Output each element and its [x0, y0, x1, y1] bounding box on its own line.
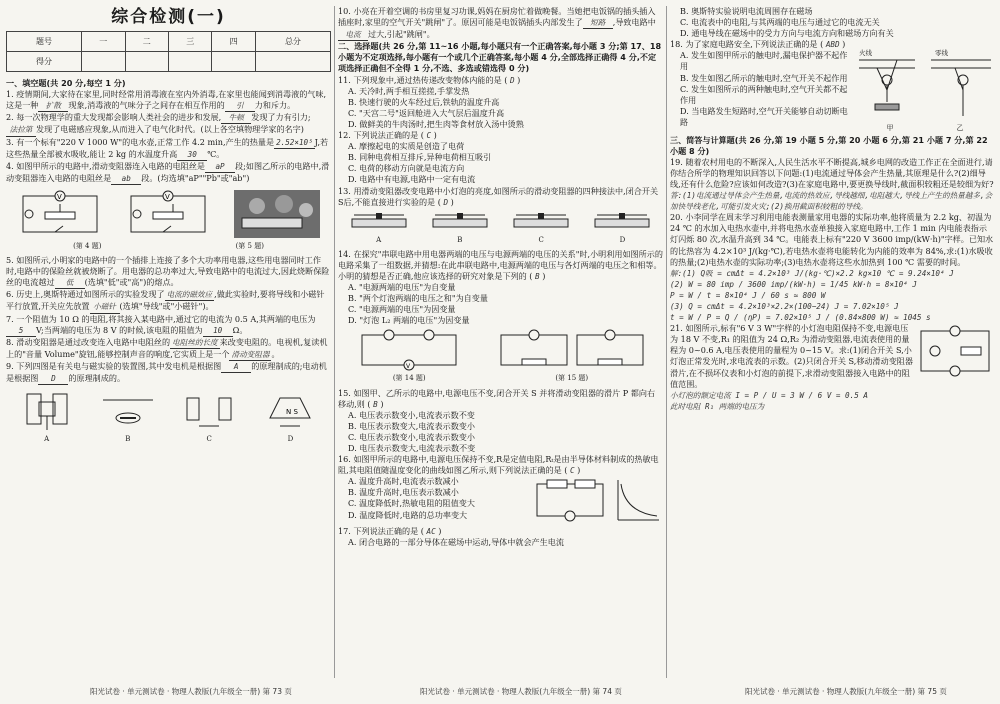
question-16-body: [338, 476, 663, 526]
answer-blank: 小磁针: [90, 301, 120, 313]
answer-blank: 10: [203, 325, 233, 337]
svg-text:V: V: [406, 363, 411, 371]
series-circuit-icon: [354, 329, 464, 373]
figure-14-15: V (第 14 题) (第 15 题): [338, 329, 663, 384]
answer-choice: C: [570, 466, 575, 476]
question-21: 21. 如图所示,标有"6 V 3 W"字样的小灯泡电阻保持不变,电源电压为 18 V 不变,R₁ 的阻值为 24 Ω,R₂ 为滑动变阻器,电流表使用的量程为 0~0.6 A,电压表使用的量程为 0~15 V。求:(1)闭合开关 S,小灯泡正常发光时,求电流表的示数。(2)只闭合开关 S,移动滑动变阻器滑片,在不损坏仪表和小灯泡的前提下,求滑动变阻器接入电路中的阻值范围。: [670, 323, 913, 389]
figure-captions: [6, 241, 331, 252]
electric-shock-icon: [855, 50, 995, 120]
generator-diagram-icon: [17, 388, 77, 434]
answer-blank: 滑动变阻器: [229, 349, 271, 361]
score-cell: 题号: [7, 32, 82, 52]
answer-blank: A: [221, 361, 251, 373]
option: A. 发生如图甲所示的触电时,漏电保护器不起作用: [680, 50, 848, 72]
figure-9-option: A: [17, 388, 77, 445]
score-cell: [82, 52, 125, 72]
circuit-diagram-icon: [15, 188, 105, 240]
handwritten-answer: 答:(1)电流通过导体会产生热量,电流的热效应,导线越细,电阻越大,导线上产生的热量越多,会加快导线老化,可能引发火灾;(2)换用截面积较粗的导线。: [670, 191, 993, 212]
option: D. 当电路发生短路时,空气开关能够自动切断电路: [680, 105, 848, 127]
option: B. 同种电荷相互排斥,异种电荷相互吸引: [348, 152, 492, 163]
option: D. 温度降低时,电路的总功率变大: [348, 509, 468, 520]
answer-choice: C: [426, 131, 432, 141]
option: B. 电压表示数变大,电流表示数变小: [348, 420, 475, 431]
question-8: 8. 滑动变阻器是通过改变连入电路中电阻丝的 电阻丝的长度 来改变电阻的。电视机,复读机上的"音量 Volume"旋钮,能够控制声音的响度,它实质上是一个 滑动变阻器 。: [6, 337, 331, 361]
section-3-heading: 三、简答与计算题(共 26 分,第 19 小题 5 分,第 20 小题 6 分,第 21 小题 7 分,第 22 小题 8 分): [670, 134, 988, 156]
answer-blank: aP: [205, 161, 235, 173]
rheostat-icon: [591, 211, 653, 235]
live-wire-label: 火线: [859, 49, 872, 58]
question-14: 14. 在探究"串联电路中用电器两端的电压与电源两端的电压的关系"时,小明利用如图所示的电路采集了一组数据,并猜想:在此串联电路中,电源两端的电压与各灯两端的电压之和相等。小明的猜想是否正确,他应该选择的研究对象是下列的 ( B ): [338, 248, 663, 281]
compass-wire-icon: [98, 388, 158, 434]
question-10: 10. 小亮在开着空调的书房里复习功课,妈妈在厨房忙着做晚餐。当她把电饭锅的插头插入插座时,家里的空气开关"跳闸"了。原因可能是电饭锅插头内部发生了 短路 ,导致电路中电流 过大,引起"跳闸"。: [338, 6, 663, 41]
option: D. 电压表示数变大,电流表示数不变: [348, 443, 476, 453]
option: A. 温度升高时,电流表示数减小: [348, 476, 459, 487]
handwritten-answer: P = W / t = 8×10⁴ J / 60 s ≈ 800 W: [670, 290, 826, 300]
page-footer: 阳光试卷 · 单元测试卷 · 物理人教版(九年级全一册) 第 74 页: [420, 687, 622, 696]
rheostat-icon: [348, 211, 410, 235]
answer-blank: 5: [6, 325, 36, 337]
column-2: [338, 6, 663, 678]
handwritten-answer: (3) Q = cmΔt = 4.2×10³×2.2×(100−24) J = 7.02×10⁵ J: [670, 301, 899, 311]
answer-blank: 低: [55, 277, 85, 289]
column-1: [6, 6, 331, 678]
option: B. 快速行驶的火车经过后,铁轨的温度升高: [348, 96, 500, 107]
question-18-body: [670, 50, 995, 134]
answer-blank: 短路: [583, 17, 613, 29]
question-12: 12. 下列说法正确的是 ( C ): [338, 130, 437, 141]
answer-choice: B: [373, 399, 378, 409]
circuit-diagram-icon: [123, 188, 213, 240]
page-footer: 阳光试卷 · 单元测试卷 · 物理人教版(九年级全一册) 第 73 页: [90, 687, 292, 696]
answer-blank: 30: [177, 149, 207, 161]
question-11: 11. 下列现象中,通过热传递改变物体内能的是 ( D ): [338, 74, 521, 85]
score-cell: [125, 52, 168, 72]
option: C. 发生如图所示的两种触电时,空气开关都不起作用: [680, 83, 848, 105]
power-strip-photo-icon: [232, 188, 322, 240]
answer-choice: D: [510, 75, 515, 85]
handwritten-answer: 此时电阻 R₁ 两端的电压为: [670, 401, 765, 411]
section-1-heading: 一、填空题(共 20 分,每空 1 分): [6, 78, 126, 89]
score-cell: [255, 52, 330, 72]
handwritten-answer: (2) W = 80 imp / 3600 imp/(kW·h) = 1/45 kW·h = 8×10⁴ J: [670, 279, 917, 289]
option: C. 电荷的移动方向就是电流方向: [348, 163, 465, 174]
svg-text:N S: N S: [286, 408, 299, 417]
question-17: 17. 下列说法正确的是 ( AC ): [338, 526, 442, 537]
question-4: 4. 如图甲所示的电路中,滑动变阻器连入电路的电阻丝是 aP 段;如图乙所示的电路中,滑动变阻器连入电路的电阻丝是 ab 段。(均选填"aP""Pb"或"ab"): [6, 161, 331, 185]
score-cell: [168, 52, 211, 72]
question-7: 7. 一个阻值为 10 Ω 的电阻,将其接入某电路中,通过它的电流为 0.5 A,其两端的电压为5 V;当两端的电压为 8 V 的时候,该电阻的阻值为 10 Ω。: [6, 314, 331, 337]
answer-choice: B: [535, 271, 540, 281]
neutral-wire-label: 零线: [935, 49, 948, 58]
answer-blank: 法拉第: [6, 124, 36, 136]
answer-blank: 牛顿: [221, 112, 251, 124]
figure-caption: 甲: [886, 124, 894, 133]
score-cell: [212, 52, 255, 72]
option: A. 摩擦起电的实质是创造了电荷: [348, 141, 465, 152]
option: C. "天宫二号"返回舱进入大气层后温度升高: [348, 107, 505, 118]
option: D. 做鲜美的牛肉汤时,把生肉等食材放入汤中烫熟: [348, 118, 524, 129]
figure-9: [6, 388, 331, 445]
option: B. 温度升高时,电压表示数减小: [348, 487, 459, 498]
figure-18: [855, 50, 995, 134]
figure-9-option: N S D: [260, 388, 320, 445]
answer-blank: 2.52×10⁵: [274, 137, 315, 149]
question-21-block: [670, 323, 995, 390]
page-title: 综合检测(一): [111, 7, 226, 27]
question-16: 16. 如图甲所示的电路中,电源电压保持不变,R是定值电阻,Rₜ是由半导体材料制成的热敏电阻,其电阻值随温度变化的曲线如图乙所示,则下列说法正确的是 ( C ): [338, 454, 659, 476]
answer-blank: 电阻丝的长度: [170, 337, 220, 349]
score-cell: 二: [125, 32, 168, 52]
question-18: 18. 为了家庭电路安全,下列说法正确的是 ( ABD ): [670, 39, 846, 50]
motor-diagram-icon: [260, 388, 320, 434]
question-13: 13. 用滑动变阻器改变电路中小灯泡的亮度,如图所示的滑动变阻器的四种接法中,闭合开关S后,不能直接进行实验的是 ( D ): [338, 185, 659, 207]
column-divider: [666, 6, 667, 678]
option: B. 奥斯特实验说明电流周围存在磁场: [680, 6, 813, 16]
answer-blank: 电流: [338, 29, 368, 41]
figure-caption: (第 4 题): [73, 241, 102, 250]
answer-blank: D: [38, 373, 68, 385]
lamp-circuit-icon: [915, 323, 995, 379]
handwritten-answer: 解:(1) Q吸 = cmΔt = 4.2×10³ J/(kg·℃)×2.2 kg×10 ℃ = 9.24×10⁴ J: [670, 268, 954, 278]
option: C. 电流表中的电阻,与其两端的电压与通过它的电流无关: [680, 17, 880, 28]
page-footer: 阳光试卷 · 单元测试卷 · 物理人教版(九年级全一册) 第 75 页: [745, 687, 947, 696]
option: B. "两个灯泡两端的电压之和"为自变量: [348, 293, 488, 304]
answer-blank: 扩散: [38, 100, 68, 112]
option: B. 发生如图乙所示的触电时,空气开关不起作用: [680, 72, 848, 83]
question-15: 15. 如图甲、乙所示的电路中,电源电压不变,闭合开关 S 并将滑动变阻器的滑片 P 都向右移动,则 ( B ): [338, 387, 656, 409]
question-20: 20. 小李同学在周末学习利用电能表测量家用电器的实际功率,他将质量为 2.2 kg、初温为 24 ℃ 的水加入电热水壶中,并将电热水壶单独接入家庭电路中,工作 1 min 内电能表指示灯闪烁 80 次,水温升高到 34 ℃。电能表上标有"220 V 3600 imp/(kW·h)"字样。已知水的比热容为 4.2×10³ J/(kg·℃),若电热水壶将电能转化为内能的效率为 84%,求:(1)水吸收的热量;(2)电热水壶的实际功率;(3)电热水壶将这些水加热到 100 ℃ 需要的时间。: [670, 212, 994, 267]
figure-9-option: C: [179, 388, 239, 445]
answer-choice: AC: [426, 527, 436, 537]
handwritten-answer: t = W / P = Q / (ηP) = 7.02×10⁵ J / (0.84×800 W) ≈ 1045 s: [670, 313, 931, 323]
option: C. 电压表示数变小,电流表示数变小: [348, 431, 475, 442]
question-9: 9. 下列四图是有关电与磁实验的装置图,其中发电机是根据图 A 的原理制成的;电动机是根据图 D 的原理制成的。: [6, 361, 331, 385]
svg-text:V: V: [57, 192, 62, 201]
figure-9-option: B: [98, 388, 158, 445]
option: A. "电源两端的电压"为自变量: [348, 282, 456, 293]
score-cell: 四: [212, 32, 255, 52]
option: D. 电路中有电源,电路中一定有电流: [348, 174, 476, 185]
answer-choice: D: [443, 197, 449, 207]
score-value-row: [7, 52, 331, 72]
option: C. 温度降低时,热敏电阻的阻值变大: [348, 498, 475, 509]
option: D. "灯泡 L₂ 两端的电压"为因变量: [348, 315, 470, 326]
score-cell: 得分: [7, 52, 82, 72]
option: A. 电压表示数变小,电流表示数不变: [348, 409, 475, 420]
score-cell: 总分: [255, 32, 330, 52]
answer-blank: 引: [225, 100, 255, 112]
figure-4-5: [6, 188, 331, 240]
option: A. 天冷时,两手相互搓搓,手掌发热: [348, 85, 470, 96]
rheostat-circuit-icon: [497, 329, 647, 373]
answer-choice: ABD: [825, 40, 840, 50]
option: D. 通电导线在磁场中的受力方向与电流方向和磁场方向有关: [680, 28, 894, 39]
option: A. 闭合电路的一部分导体在磁场中运动,导体中就会产生电流: [348, 537, 564, 548]
section-2-heading: 二、选择题(共 26 分,第 11~16 小题,每小题只有一个正确答案,每小题 3 分;第 17、18 小题为不定项选择,每小题有一个或几个正确答案,每小题 4 分,全部选择正确得 4 分,不定项选择正确但不全得 1 分,不选、多选或错选得 0 分): [338, 41, 662, 74]
question-1: 1. 疫情期间,大家待在家里,同时经常用消毒液在室内外消毒,在家里也能闻到消毒液的气味,这是一种 扩散 现象,消毒液的气味分子之间存在相互作用的 引 力和斥力。: [6, 89, 331, 112]
figure-caption: 乙: [956, 124, 964, 133]
column-divider: [334, 6, 335, 678]
score-cell: 三: [168, 32, 211, 52]
answer-blank: 电流的磁效应: [165, 289, 215, 301]
handwritten-answer: 小灯泡的额定电流 I = P / U = 3 W / 6 V = 0.5 A: [670, 390, 868, 400]
question-5: 5. 如图所示,小明家的电路中的一个插排上连接了多个大功率用电器,这些用电器同时工作时,电路中的保险丝就被烧断了。用电器的总功率过大,导致电路中的电流过大,因此烧断保险丝的电流越过 低 (选填"低"或"高")的熔点。: [6, 255, 331, 289]
question-19: 19. 随着农村用电的不断深入,人民生活水平不断提高,城乡电网的改造工作正在全面进行,请你结合所学的物理知识回答以下问题:(1)电流通过导体会产生热量,其原理是什么?(2)细导线,还有什么危险?应该如何改造?(3)在家庭电路中,要更换导线时,截面积较粗还是较细为好?: [670, 156, 994, 189]
electromagnet-icon: [179, 388, 239, 434]
thermistor-circuit-icon: [533, 476, 663, 526]
rheostat-icon: [510, 211, 572, 235]
answer-blank: ab: [111, 173, 141, 185]
option: C. "电源两端的电压"为因变量: [348, 304, 456, 315]
question-3: 3. 有一个标有"220 V 1000 W"的电水壶,正常工作 4.2 min,产生的热量是 2.52×10⁵ J,若这些热量全部被水吸收,能让 2 kg 的水温度升高 30 ℃。: [6, 137, 331, 161]
svg-text:V: V: [165, 192, 171, 201]
score-cell: 一: [82, 32, 125, 52]
figure-13: A B C D: [338, 211, 663, 246]
score-table: [6, 31, 331, 72]
score-header-row: [7, 32, 331, 52]
rheostat-icon: [429, 211, 491, 235]
question-6: 6. 历史上,奥斯特通过如图所示的实验发现了 电流的磁效应 ,做此实验时,要将导线和小磁针平行放置,开关应先放置 小磁针 (选填"导线"或"小磁针")。: [6, 289, 331, 313]
question-2: 2. 每一次物理学的重大发现都会影响人类社会的进步和发展, 牛顿 发现了力有引力;法拉第 发现了电磁感应现象,从而进入了电气化时代。(以上各空填物理学家的名字): [6, 112, 331, 136]
column-3: [670, 6, 995, 678]
figure-caption: (第 5 题): [235, 241, 264, 250]
